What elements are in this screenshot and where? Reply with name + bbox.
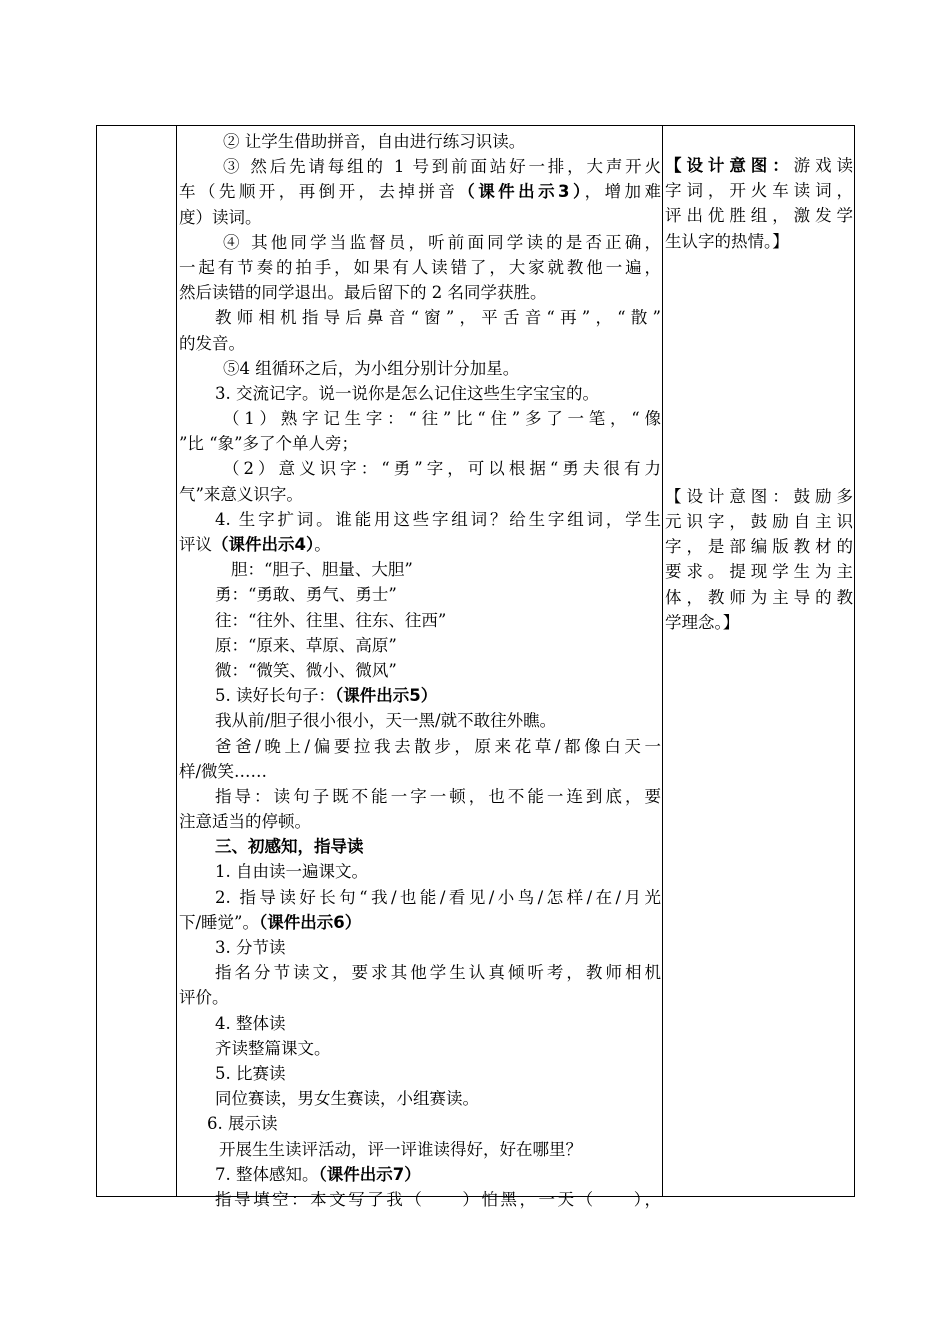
text-line: 样/微笑……: [179, 761, 268, 781]
column-divider-left: [176, 126, 177, 1196]
text-line: 3. 交流记字。说一说你是怎么记住这些生字宝宝的。: [215, 383, 599, 403]
text-span: ，增加难: [584, 182, 662, 202]
text-span: 评议: [179, 535, 212, 554]
text-line: [179, 532, 661, 557]
intent-line: 评出优胜组，激发学: [665, 206, 853, 226]
text-span: 7. 整体感知。: [215, 1164, 319, 1184]
text-line: ③ 然后先请每组的 1 号到前面站好一排，大声开火: [223, 157, 661, 177]
intent-line: 学理念。】: [665, 612, 740, 632]
text-span: 车（先顺开，再倒开，去掉拼音: [179, 182, 459, 202]
design-intent-cell: [665, 153, 853, 635]
text-line: 4. 生字扩词。谁能用这些字组词？给生字组词，学生: [215, 509, 661, 529]
text-line: [179, 683, 661, 708]
intent-line: 【设计意图：鼓励多: [665, 486, 853, 506]
text-line: 我从前/胆子很小很小，天一黑/就不敢往外瞧。: [215, 711, 557, 731]
text-span: 。: [314, 535, 331, 554]
text-line: 往：“往外、往里、往东、往西”: [215, 610, 447, 630]
text-line: 评价。: [179, 988, 229, 1008]
courseware-note: （课件出示3）: [458, 182, 585, 202]
text-line: 1. 自由读一遍课文。: [215, 862, 368, 882]
lesson-plan-table: [96, 125, 855, 1209]
text-line: 度）读词。: [179, 207, 262, 227]
intent-line: 要求。提现学生为主: [665, 562, 853, 582]
text-line: 6. 展示读: [207, 1114, 278, 1134]
text-span: 下/睡觉”。: [179, 912, 259, 932]
text-line: 原：“原来、草原、高原”: [215, 635, 397, 655]
text-span: 游戏读: [793, 156, 853, 175]
column-divider-right: [662, 126, 663, 1196]
text-line: 4. 整体读: [215, 1013, 286, 1033]
intent-line: 体，教师为主导的教: [665, 587, 853, 607]
text-line: [179, 179, 661, 204]
text-span: 5. 读好长句子：: [215, 686, 335, 706]
text-line: 气”来意义识字。: [179, 484, 303, 504]
intent-line: 字，是部编版教材的: [665, 537, 853, 557]
intent-label: 【设计意图：: [665, 156, 794, 175]
text-line: 2. 指导读好长句“我/也能/看见/小鸟/怎样/在/月光: [215, 887, 661, 907]
courseware-note: （课件出示5）: [335, 686, 438, 706]
courseware-note: （课件出示4）: [212, 535, 315, 554]
text-line: ② 让学生借助拼音，自由进行练习识读。: [223, 132, 526, 151]
teaching-process-cell: [179, 129, 661, 1212]
text-line: 一起有节奏的拍手，如果有人读错了，大家就教他一遍，: [179, 257, 661, 277]
text-line: 5. 比赛读: [215, 1063, 286, 1083]
intent-line: 生认字的热情。】: [665, 231, 789, 251]
spacer: [665, 254, 853, 484]
intent-line: [665, 153, 853, 178]
text-line: 指导：读句子既不能一字一顿，也不能一连到底，要: [215, 786, 661, 806]
text-line: ⑤4 组循环之后，为小组分别计分加星。: [223, 358, 520, 378]
text-line: ”比 “象”多了个单人旁；: [179, 434, 359, 454]
text-line: 同位赛读，男女生赛读，小组赛读。: [215, 1089, 479, 1109]
text-line: 微：“微笑、微小、微风”: [215, 660, 397, 680]
text-line: （1）熟字记生字：“往”比“住”多了一笔，“像: [223, 409, 661, 429]
courseware-note: （课件出示7）: [318, 1164, 421, 1184]
text-line: 胆：“胆子、胆量、大胆”: [231, 560, 413, 580]
text-line: [179, 1162, 661, 1187]
text-line: 然后读错的同学退出。最后留下的 2 名同学获胜。: [179, 283, 547, 303]
text-line: 齐读整篇课文。: [215, 1038, 331, 1058]
text-line: 注意适当的停顿。: [179, 812, 311, 832]
text-line: [179, 910, 661, 935]
text-line: 的发音。: [179, 333, 245, 353]
text-line: 指名分节读文，要求其他学生认真倾听考，教师相机: [215, 963, 661, 983]
text-line: 开展生生读评活动，评一评谁读得好，好在哪里？: [219, 1139, 582, 1159]
text-line: 教师相机指导后鼻音“窗”，平舌音“再”，“散”: [215, 308, 661, 328]
text-line: 指导填空：本文写了我（ ）怕黑，一天（ ），: [215, 1189, 661, 1209]
section-heading: 三、初感知，指导读: [215, 837, 364, 857]
intent-line: 元识字，鼓励自主识: [665, 511, 853, 531]
intent-line: 字词，开火车读词，: [665, 181, 853, 201]
courseware-note: （课件出示6）: [259, 912, 362, 932]
text-line: ④ 其他同学当监督员，听前面同学读的是否正确，: [223, 232, 661, 252]
text-line: 爸爸/晚上/偏要拉我去散步，原来花草/都像白天一: [215, 736, 661, 756]
text-line: 3. 分节读: [215, 938, 286, 957]
text-line: （2）意义识字：“勇”字，可以根据“勇夫很有力: [223, 459, 661, 479]
text-line: 勇：“勇敢、勇气、勇士”: [215, 585, 397, 605]
